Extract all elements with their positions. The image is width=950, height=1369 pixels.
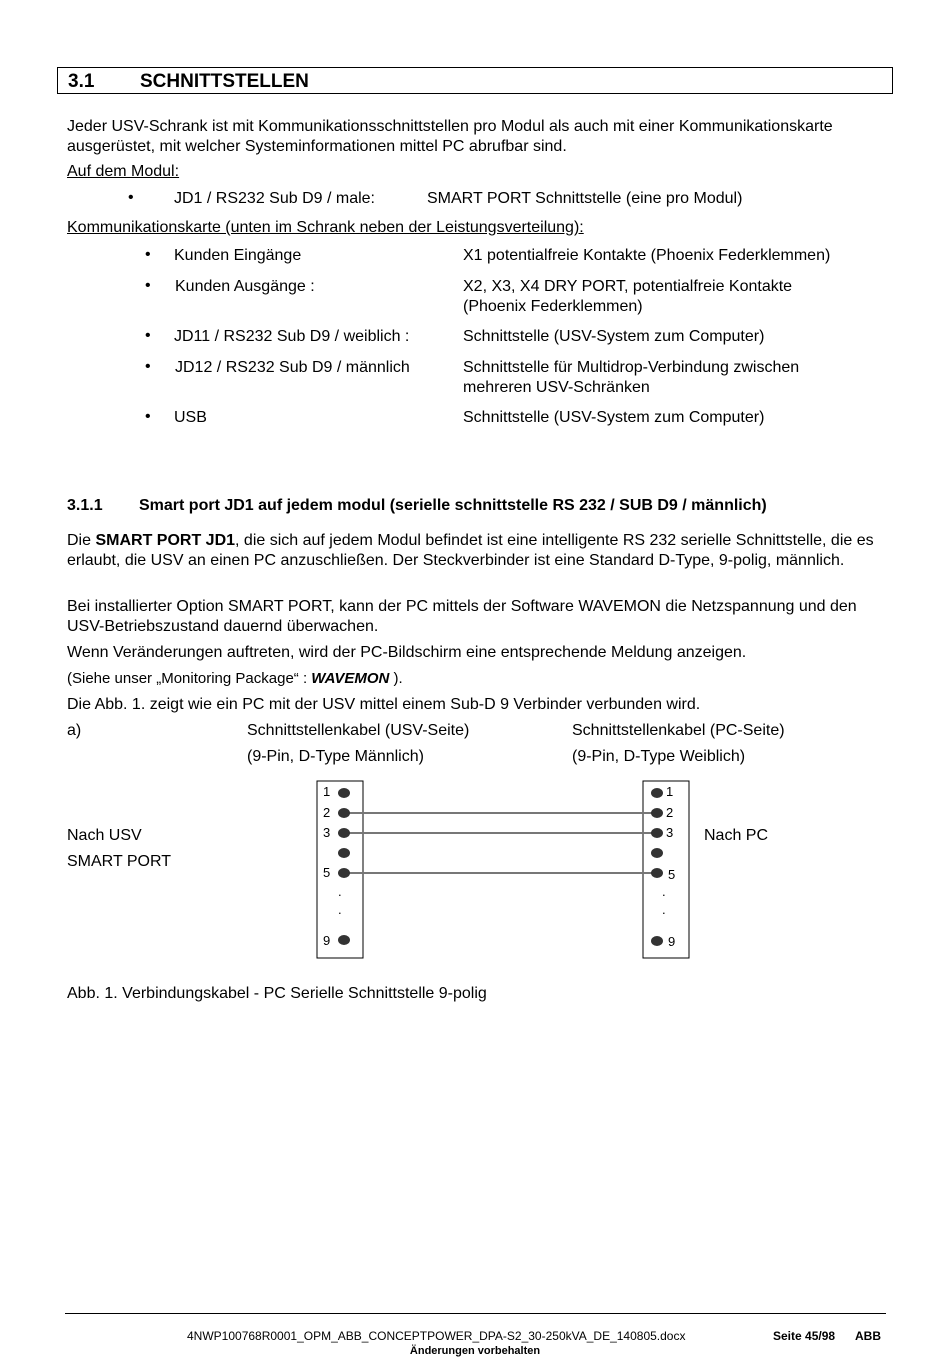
left-cable-subtitle: (9-Pin, D-Type Männlich) — [247, 748, 424, 765]
bullet-icon: • — [145, 246, 151, 263]
card-item-left: Kunden Ausgänge : — [175, 278, 315, 295]
footer-brand: ABB — [855, 1329, 881, 1343]
pc-pin-label: 5 — [668, 867, 676, 882]
section-title: SCHNITTSTELLEN — [140, 71, 309, 92]
usv-pin-label: 9 — [323, 933, 331, 948]
label-nach-pc: Nach PC — [704, 827, 769, 844]
card-item-right: Schnittstelle für Multidrop-Verbindung zwischen — [463, 359, 800, 376]
right-cable-title: Schnittstellenkabel (PC-Seite) — [572, 722, 785, 739]
pc-dot: . — [662, 902, 666, 917]
right-cable-subtitle: (9-Pin, D-Type Weiblich) — [572, 748, 746, 765]
paragraph-figure-intro: Die Abb. 1. zeigt wie ein PC mit der USV mittel einem Sub-D 9 Verbinder verbunden wird. — [67, 696, 701, 713]
pc-pin-label: 9 — [668, 934, 676, 949]
usv-dot: . — [338, 902, 342, 917]
bullet-icon: • — [145, 277, 151, 294]
usv-pin-9 — [338, 935, 350, 945]
pc-dot: . — [662, 884, 666, 899]
pc-pin-label: 1 — [666, 784, 674, 799]
usv-pin-label: 1 — [323, 784, 331, 799]
card-item-left: Kunden Eingänge — [174, 247, 302, 264]
pc-pin-9 — [651, 936, 663, 946]
usv-pin-2 — [338, 808, 350, 818]
intro-paragraph: Jeder USV-Schrank ist mit Kommunikationsschnittstellen pro Modul als auch mit einer Kommunikationskarte ausgerüstet, mit welcher Systeminformationen mittel PC abrufbar sind. — [67, 118, 833, 155]
pc-pin-4 — [651, 848, 663, 858]
bullet-icon: • — [145, 327, 151, 344]
pc-pin-5 — [651, 868, 663, 878]
pc-pin-3 — [651, 828, 663, 838]
pc-pin-label: 3 — [666, 825, 674, 840]
footer-divider — [65, 1313, 886, 1314]
usv-pin-label: 3 — [323, 825, 331, 840]
card-item-right-cont: (Phoenix Federklemmen) — [463, 298, 643, 315]
bullet-icon: • — [145, 358, 151, 375]
footer-note: Änderungen vorbehalten — [409, 1345, 541, 1357]
usv-pin-5 — [338, 868, 350, 878]
card-item-left: USB — [174, 409, 207, 426]
subsection-number: 3.1.1 — [67, 497, 103, 514]
paragraph-monitoring: (Siehe unser „Monitoring Package“ : WAVEMON ). — [67, 670, 403, 687]
usv-pin-3 — [338, 828, 350, 838]
label-nach-usv: Nach USV — [67, 827, 142, 844]
paragraph-changes: Wenn Veränderungen auftreten, wird der PC-Bildschirm eine entsprechende Meldung anzeigen. — [67, 644, 747, 661]
card-heading: Kommunikationskarte (unten im Schrank neben der Leistungsverteilung): — [67, 219, 584, 236]
label-a: a) — [67, 722, 82, 739]
module-item-left: JD1 / RS232 Sub D9 / male: — [174, 190, 375, 207]
card-item-left: JD12 / RS232 Sub D9 / männlich — [175, 359, 410, 376]
card-item-right: Schnittstelle (USV-System zum Computer) — [463, 409, 765, 426]
usv-pin-label: 5 — [323, 865, 331, 880]
usv-pin-4 — [338, 848, 350, 858]
left-cable-title: Schnittstellenkabel (USV-Seite) — [247, 722, 470, 739]
pc-pin-1 — [651, 788, 663, 798]
module-item-right: SMART PORT Schnittstelle (eine pro Modul) — [427, 190, 743, 207]
footer-page: Seite 45/98 — [773, 1329, 836, 1343]
pc-pin-2 — [651, 808, 663, 818]
module-heading: Auf dem Modul: — [67, 163, 180, 180]
paragraph-wavemon: Bei installierter Option SMART PORT, kann der PC mittels der Software WAVEMON die Netzspannung und den USV-Betriebszustand dauernd überwachen. — [67, 598, 857, 635]
card-item-right: X1 potentialfreie Kontakte (Phoenix Federklemmen) — [463, 247, 831, 264]
footer-doc-name: 4NWP100768R0001_OPM_ABB_CONCEPTPOWER_DPA-S2_30-250kVA_DE_140805.docx — [187, 1329, 686, 1343]
usv-dot: . — [338, 884, 342, 899]
card-item-left: JD11 / RS232 Sub D9 / weiblich : — [174, 328, 410, 345]
card-item-right-cont: mehreren USV-Schränken — [463, 379, 650, 396]
label-smart-port: SMART PORT — [67, 853, 172, 870]
paragraph-smart-port: Die SMART PORT JD1, die sich auf jedem Modul befindet ist eine intelligente RS 232 serielle Schnittstelle, die es erlaubt, die USV an einen PC anzuschließen. Der Steckverbinder ist eine Standard D-Type, 9-polig, männlich. — [67, 532, 874, 569]
bullet-icon: • — [128, 189, 134, 206]
bullet-icon: • — [145, 408, 151, 425]
subsection-title: Smart port JD1 auf jedem modul (serielle schnittstelle RS 232 / SUB D9 / männlich) — [139, 497, 767, 514]
pc-pin-label: 2 — [666, 805, 674, 820]
usv-pin-label: 2 — [323, 805, 331, 820]
figure-caption: Abb. 1. Verbindungskabel - PC Serielle Schnittstelle 9-polig — [67, 985, 487, 1002]
wavemon-bold: WAVEMON — [311, 670, 390, 687]
usv-pin-1 — [338, 788, 350, 798]
card-item-right: Schnittstelle (USV-System zum Computer) — [463, 328, 765, 345]
section-number: 3.1 — [68, 71, 95, 92]
smart-port-bold: SMART PORT JD1 — [95, 532, 236, 549]
card-item-right: X2, X3, X4 DRY PORT, potentialfreie Kontakte — [463, 278, 793, 295]
